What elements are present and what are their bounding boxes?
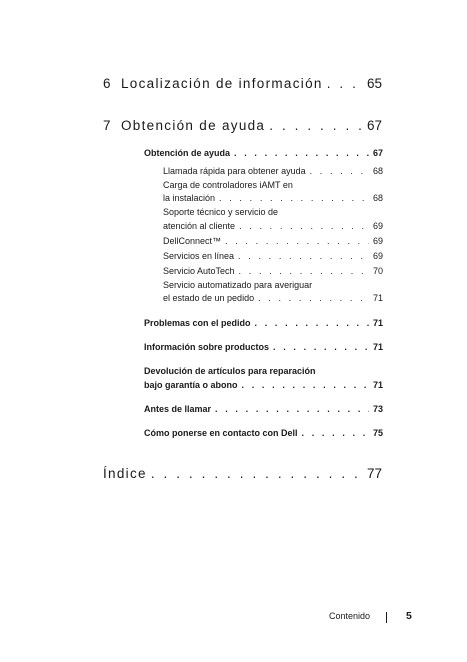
footer-separator bbox=[386, 612, 387, 623]
subsection-title-line1: Servicio automatizado para averiguar bbox=[163, 280, 313, 290]
index-title: Índice bbox=[103, 466, 147, 481]
chapter-title: Localización de información bbox=[121, 76, 323, 91]
dot-leader bbox=[151, 466, 363, 481]
subsection-title-line1: Soporte técnico y servicio de bbox=[163, 207, 279, 217]
page-number: 77 bbox=[366, 466, 382, 481]
toc-section-antes[interactable] bbox=[144, 404, 383, 414]
dot-leader bbox=[269, 118, 363, 133]
page-number: 65 bbox=[366, 76, 382, 91]
dot-leader bbox=[225, 236, 369, 246]
page-number: 68 bbox=[372, 193, 383, 203]
chapter-number: 7 bbox=[103, 118, 111, 133]
toc-section-informacion[interactable] bbox=[144, 342, 383, 352]
dot-leader bbox=[310, 166, 369, 176]
subsection-title: Servicio AutoTech bbox=[163, 266, 235, 276]
dot-leader bbox=[234, 148, 369, 158]
chapter-number: 6 bbox=[103, 76, 111, 91]
page-number: 67 bbox=[372, 148, 383, 158]
subsection-title: la instalación bbox=[163, 193, 216, 203]
toc-subsection-carga[interactable] bbox=[163, 193, 383, 203]
dot-leader bbox=[327, 76, 363, 91]
page-number: 71 bbox=[372, 293, 383, 303]
section-title: Obtención de ayuda bbox=[144, 148, 231, 158]
section-title: Antes de llamar bbox=[144, 404, 212, 414]
toc-chapter-7[interactable] bbox=[103, 118, 382, 133]
dot-leader bbox=[273, 342, 369, 352]
section-title: bajo garantía o abono bbox=[144, 380, 238, 390]
dot-leader bbox=[219, 193, 369, 203]
page-number: 71 bbox=[372, 380, 383, 390]
footer-label: Contenido bbox=[329, 611, 371, 621]
page-number: 67 bbox=[366, 118, 382, 133]
section-title: Información sobre productos bbox=[144, 342, 270, 352]
dot-leader bbox=[258, 293, 369, 303]
page-number: 70 bbox=[372, 266, 383, 276]
toc-section-problemas[interactable] bbox=[144, 318, 383, 328]
dot-leader bbox=[239, 221, 369, 231]
footer-page-number: 5 bbox=[406, 610, 412, 622]
toc-section-devolucion[interactable] bbox=[144, 380, 383, 390]
toc-subsection-automatizado[interactable] bbox=[163, 293, 383, 303]
page-number: 71 bbox=[372, 318, 383, 328]
toc-subsection-llamada[interactable] bbox=[163, 166, 383, 176]
toc-subsection-servicios[interactable] bbox=[163, 251, 383, 261]
subsection-title: el estado de un pedido bbox=[163, 293, 255, 303]
section-title: Cómo ponerse en contacto con Dell bbox=[144, 428, 298, 438]
page-number: 71 bbox=[372, 342, 383, 352]
dot-leader bbox=[302, 428, 369, 438]
page-number: 69 bbox=[372, 221, 383, 231]
section-title-line1: Devolución de artículos para reparación bbox=[144, 366, 316, 376]
toc-subsection-dellconnect[interactable] bbox=[163, 236, 383, 246]
section-title: Problemas con el pedido bbox=[144, 318, 251, 328]
dot-leader bbox=[255, 318, 369, 328]
page-number: 75 bbox=[372, 428, 383, 438]
dot-leader bbox=[239, 266, 369, 276]
toc-subsection-autotech[interactable] bbox=[163, 266, 383, 276]
toc-subsection-soporte[interactable] bbox=[163, 221, 383, 231]
subsection-title: Llamada rápida para obtener ayuda bbox=[163, 166, 306, 176]
dot-leader bbox=[238, 251, 369, 261]
subsection-title: atención al cliente bbox=[163, 221, 236, 231]
page-number: 68 bbox=[372, 166, 383, 176]
page-number: 69 bbox=[372, 236, 383, 246]
page-number: 69 bbox=[372, 251, 383, 261]
toc-chapter-6[interactable] bbox=[103, 76, 382, 91]
subsection-title: DellConnect™ bbox=[163, 236, 222, 246]
toc-section-contacto[interactable] bbox=[144, 428, 383, 438]
subsection-title: Servicios en línea bbox=[163, 251, 235, 261]
toc-index[interactable] bbox=[103, 466, 382, 481]
toc-section-obtencion[interactable] bbox=[144, 148, 383, 158]
dot-leader bbox=[242, 380, 369, 390]
subsection-title-line1: Carga de controladores iAMT en bbox=[163, 180, 293, 190]
chapter-title: Obtención de ayuda bbox=[121, 118, 266, 133]
page-number: 73 bbox=[372, 404, 383, 414]
dot-leader bbox=[215, 404, 369, 414]
